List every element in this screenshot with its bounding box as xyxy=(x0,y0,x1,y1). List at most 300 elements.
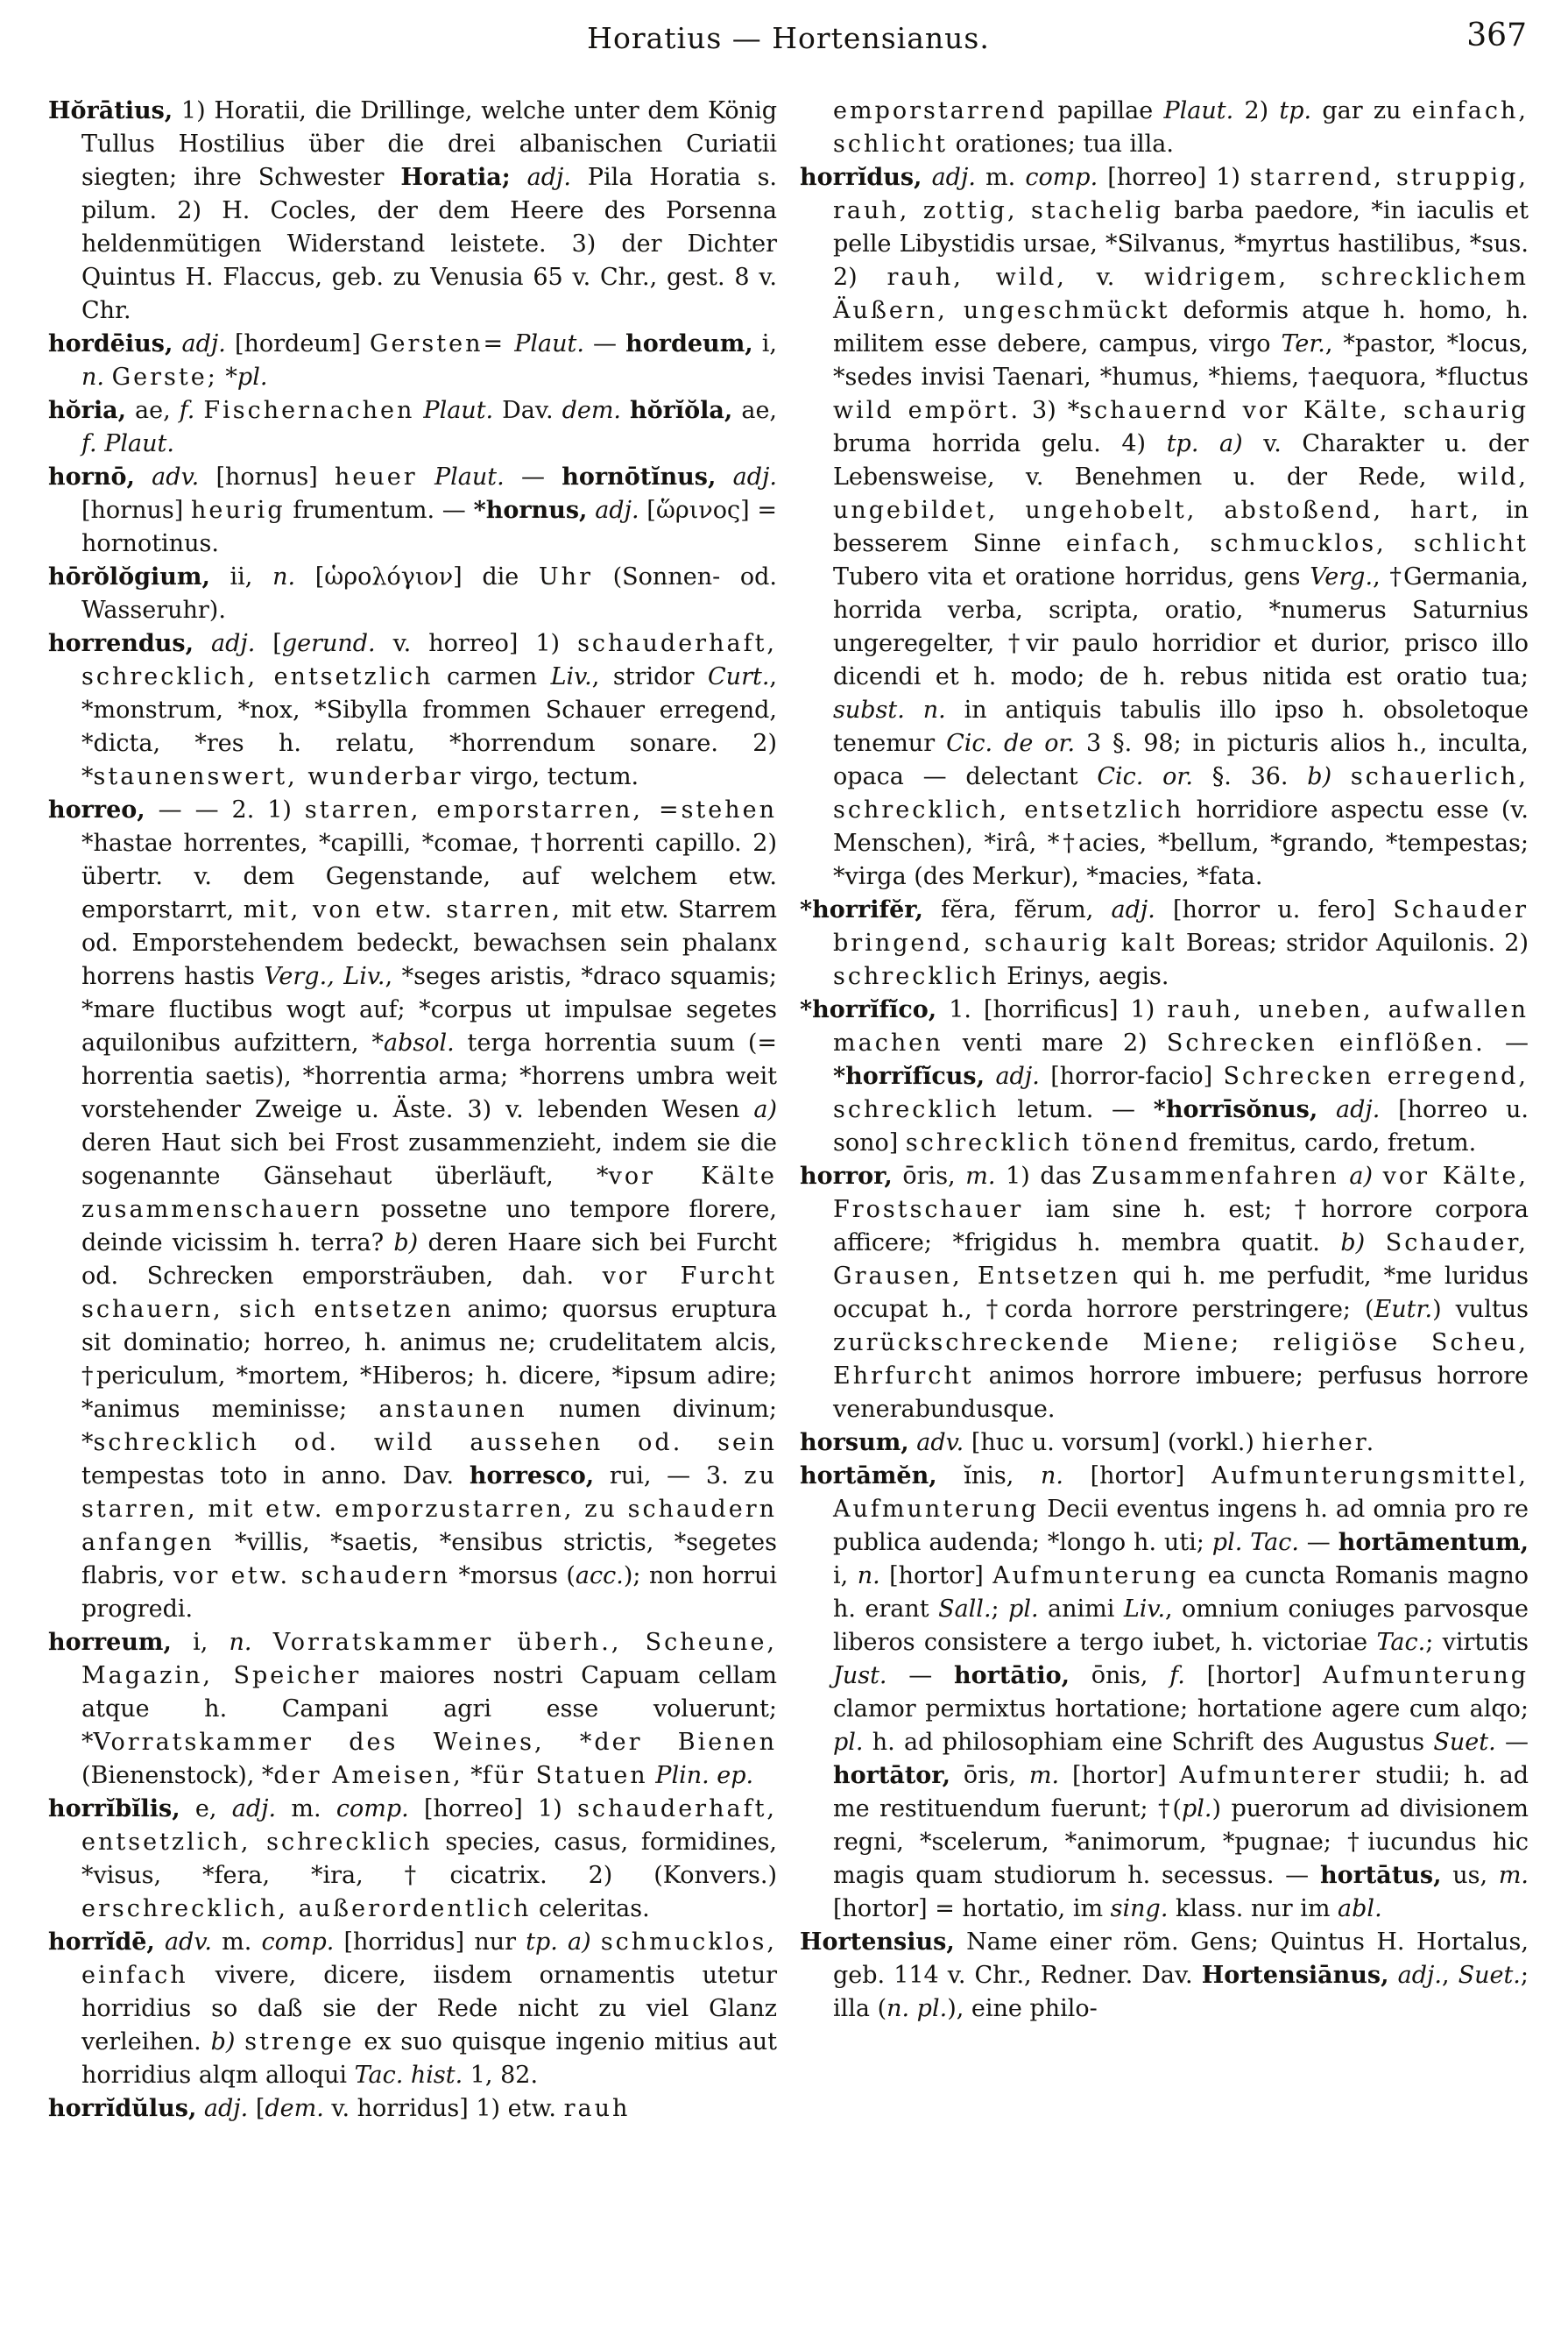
entry-text: n. xyxy=(81,364,104,391)
entry-text: tp. a) xyxy=(526,1928,591,1956)
headword: hordēius, xyxy=(48,330,173,357)
entry-text: [ xyxy=(248,2095,265,2122)
entry-text: dem. xyxy=(562,397,622,424)
entry-text: us, xyxy=(1441,1862,1499,1889)
entry-text: v. horreo] 1) xyxy=(375,630,578,657)
entry-text: [hortor] xyxy=(1184,1662,1323,1689)
entry-text: animo; quorsus eruptura sit dominatio; horreo, h. animus ne; crudelitatem alcis, †periculum, *mortem, *Hiberos; h. dicere, *ipsum adire; *animus meminisse; xyxy=(81,1296,777,1423)
entry-text: b) xyxy=(393,1229,419,1256)
entry-text: m. xyxy=(1028,1762,1060,1789)
entry-text: f. Plaut. xyxy=(81,430,174,457)
entry-text: m. xyxy=(975,164,1026,191)
entry-text: celeritas. xyxy=(531,1895,650,1922)
entry-text: m. xyxy=(211,1928,262,1956)
entry-text: in besserem Sinne xyxy=(833,497,1529,557)
entry-text: papillae xyxy=(1047,97,1164,124)
entry-horridulus xyxy=(48,2092,777,2126)
headword: horrĭbĭlis, xyxy=(48,1795,180,1822)
entry-text: [ὥρινος] = hornotinus. xyxy=(81,497,778,557)
entry-text: clamor permixtus hortatione; hortatione agere cum alqo; xyxy=(833,1695,1529,1723)
entry-text: rauh xyxy=(563,2095,631,2122)
entry-text: — xyxy=(1298,1529,1338,1556)
entry-text: horridiore aspectu esse (v. Menschen), *irâ, *†acies, *bellum, *grando, *tempestas; *virga (des Merkur), *macies, *fata. xyxy=(833,796,1529,890)
entry-text: v. xyxy=(1066,264,1145,291)
entry-text: ); non horrui progredi. xyxy=(81,1562,778,1623)
entry-text: — xyxy=(504,463,562,491)
entry-text: possetne uno tempore florere, deinde vicissim h. terra? xyxy=(81,1196,777,1256)
headword: *horrifĕr, xyxy=(800,896,923,923)
headword: Horatia; xyxy=(400,164,511,191)
entry-text: adj. xyxy=(196,2095,249,2122)
entry-text xyxy=(1373,1163,1383,1190)
entry-text: dem. xyxy=(265,2095,324,2122)
entry-text: studii; h. ad me restituendum fuerunt; †( xyxy=(833,1762,1529,1822)
entry-horride xyxy=(48,1926,777,2092)
entry-text: [ xyxy=(255,630,282,657)
entry-text: [hornus] xyxy=(199,463,335,491)
entry-text: [ὡρολόγιον] die xyxy=(295,563,539,591)
headword: hortātio, xyxy=(954,1662,1070,1689)
entry-text: Plaut. xyxy=(423,397,494,424)
headword: horreo, xyxy=(48,796,145,824)
entry-text: Schrecken einflößen. xyxy=(1166,1029,1486,1057)
entry-text: , †Germania, horrida verba, scripta, oratio, *numerus Saturnius ungeregelter, †vir paulo horridior et durior, prisco illo dicendi et h. modo; de h. rebus nitida est oratio tua; xyxy=(833,563,1529,690)
entry-text: n. xyxy=(229,1629,252,1656)
entry-text: * xyxy=(463,1762,483,1789)
entry-text: schauernd vor Kälte, schaurig xyxy=(1079,397,1529,424)
entry-text: Gerste; xyxy=(111,364,218,391)
entry-text: 1) das xyxy=(995,1163,1092,1190)
entry-text: Boreas; stridor Aquilonis. 2) xyxy=(1176,930,1529,957)
entry-text: deformis atque h. homo, h. militem esse debere, campus, virgo xyxy=(833,297,1529,357)
entry-text: §. 36. xyxy=(1192,763,1308,790)
entry-text xyxy=(194,397,203,424)
entry-text: animi xyxy=(1038,1596,1124,1623)
entry-text: n. xyxy=(1041,1462,1063,1489)
entry-text: ex suo quisque ingenio mitius aut horridius alqm alloqui xyxy=(81,2028,777,2089)
entry-text: Zusammenfahren xyxy=(1091,1163,1339,1190)
entry-text: m. xyxy=(276,1795,336,1822)
entry-text: adj. xyxy=(922,164,976,191)
entry-text: tp. a) xyxy=(1166,430,1243,457)
entry-text: (Sonnen- od. Wasseruhr). xyxy=(81,563,777,624)
entry-text: (Bienenstock), * xyxy=(81,1762,274,1789)
entry-horologium xyxy=(48,561,777,627)
entry-text: starrend, struppig, rauh, zottig, stachelig xyxy=(833,164,1529,224)
entry-text: i, xyxy=(752,330,777,357)
entry-text: adj. xyxy=(587,497,639,524)
entry-text: orationes; tua illa. xyxy=(948,131,1174,158)
headword: horrendus, xyxy=(48,630,194,657)
entry-text: 3) * xyxy=(1021,397,1080,424)
entry-text: Gersten= xyxy=(369,330,506,357)
entry-text: — xyxy=(583,330,626,357)
entry-text: schauderhaft, entsetzlich, schrecklich xyxy=(81,1795,777,1856)
entry-text: , stridor xyxy=(591,663,709,690)
entry-text: schrecklich tönend xyxy=(905,1129,1182,1157)
entry-text: Tac. hist. xyxy=(354,2062,463,2089)
entry-text: ĭnis, xyxy=(936,1462,1042,1489)
entry-text: einfach, schmucklos, schlicht xyxy=(1065,530,1529,557)
entry-text: erschrecklich, außerordentlich xyxy=(81,1895,532,1922)
headword: horreum, xyxy=(48,1629,172,1656)
entry-text: adj. xyxy=(985,1063,1040,1090)
entry-text: venti mare 2) xyxy=(943,1029,1167,1057)
running-head xyxy=(48,14,1529,68)
entry-text: *villis, *saetis, *ensibus strictis, *segetes flabris, xyxy=(81,1529,777,1589)
entry-text: mit etw. Starrem od. Emporstehendem bedeckt, bewachsen sein phalanx horrens hastis xyxy=(81,896,777,990)
entry-text: Aufmunterung xyxy=(1322,1662,1529,1689)
entry-horia xyxy=(48,394,777,461)
headword: hortāmĕn, xyxy=(800,1462,937,1489)
entry-text: ) vultus xyxy=(1432,1296,1529,1323)
entry-horrifico xyxy=(800,994,1529,1160)
entry-text xyxy=(621,397,630,424)
entry-text: strenge xyxy=(244,2028,355,2055)
entry-text: ; xyxy=(991,1596,1009,1623)
entry-text: fremitus, cardo, fretum. xyxy=(1181,1129,1477,1157)
entry-text: Vorratskammer überh., Scheune, Magazin, Speicher xyxy=(81,1629,778,1689)
entry-text: Schrecken erregend, schrecklich xyxy=(833,1063,1529,1123)
entry-text: tempestas toto in anno. Dav. xyxy=(81,1462,470,1489)
entry-text: bruma horrida gelu. 4) xyxy=(833,430,1167,457)
entry-text: einfach, schlicht xyxy=(833,97,1529,158)
entry-text: schauerlich, schrecklich, entsetzlich xyxy=(833,763,1529,824)
entry-text: m. xyxy=(1498,1862,1529,1889)
entry-text: wild, ungebildet, ungehobelt, abstoßend, hart, xyxy=(833,463,1529,524)
entry-text: adv. xyxy=(134,463,200,491)
entry-text: hierher. xyxy=(1261,1429,1377,1456)
entry-text: numen divinum; * xyxy=(81,1396,777,1456)
entry-text: comp. xyxy=(261,1928,335,1956)
entry-text: emporstarrend xyxy=(833,97,1048,124)
entry-text: klass. nur im xyxy=(1168,1895,1338,1922)
entry-text: , *pastor, *locus, *sedes invisi Taenari, *humus, *hiems, †aequora, *fluctus xyxy=(833,330,1529,391)
entry-text: animos horrore imbuere; perfusus horrore venerabundusque. xyxy=(833,1362,1529,1423)
entry-text: terga horrentia suum (= horrentia saetis), *horrentia arma; *horrens umbra weit vorstehender Zweige u. Äste. 3) v. lebenden Wesen xyxy=(81,1029,777,1123)
entry-text: schrecklich xyxy=(833,963,999,990)
entry-text: starren, emporstarren, =stehen xyxy=(304,796,778,824)
entry-text: a) xyxy=(1349,1163,1374,1190)
entry-text: schmucklos, einfach xyxy=(81,1928,777,1989)
entry-text: v. horridus] 1) etw. xyxy=(323,2095,564,2122)
entry-text: 1, 82. xyxy=(463,2062,539,2089)
entry-text: f. xyxy=(1169,1662,1185,1689)
headword: *hornus, xyxy=(473,497,588,524)
headword: hordeum, xyxy=(625,330,753,357)
entry-text: Suet. xyxy=(1433,1729,1496,1756)
headword: horror, xyxy=(800,1163,893,1190)
entry-text: adj. xyxy=(716,463,777,491)
entry-text: adj. xyxy=(194,630,256,657)
entry-text: Eutr. xyxy=(1374,1296,1433,1323)
entry-horror xyxy=(800,1160,1529,1426)
entry-text xyxy=(104,364,112,391)
headword: hortāmentum, xyxy=(1338,1529,1529,1556)
entry-text: [horreo] 1) xyxy=(408,1795,578,1822)
entry-text: acc. xyxy=(575,1562,624,1589)
entry-text: adj. xyxy=(231,1795,277,1822)
entry-text: qui h. me perfudit, *me luridus occupat h., †corda horrore perstringere; ( xyxy=(833,1263,1529,1323)
entry-text: für Statuen xyxy=(482,1762,648,1789)
page-number: 367 xyxy=(1466,18,1527,53)
headword: hortātor, xyxy=(833,1762,950,1789)
entry-text: v. Charakter u. der Lebensweise, v. Benehmen u. der Rede, xyxy=(833,430,1529,491)
entry-text: [horror u. fero] xyxy=(1155,896,1394,923)
right-column xyxy=(800,95,1529,2126)
entry-text xyxy=(505,330,514,357)
entry-text: Plaut. xyxy=(1163,97,1234,124)
entry-text: 2) xyxy=(1233,97,1280,124)
headword: *horrĭfĭcus, xyxy=(833,1063,985,1090)
entry-text: Tubero vita et oratione horridus, gens xyxy=(833,563,1310,591)
entry-text: pl. Tac. xyxy=(1211,1529,1299,1556)
entry-text: vor Kälte, Frostschauer xyxy=(833,1163,1529,1223)
entry-text: b) xyxy=(210,2028,236,2055)
entry-text: ōris, xyxy=(950,1762,1029,1789)
entry-text: — xyxy=(886,1662,955,1689)
entry-text: ea cuncta Romanis magno h. erant xyxy=(833,1562,1529,1623)
headword: Hŏrātius, xyxy=(48,97,173,124)
entry-text: carmen xyxy=(433,663,551,690)
entry-text: Fischernachen xyxy=(203,397,415,424)
entry-text: zurückschreckende Miene; religiöse Scheu, Ehrfurcht xyxy=(833,1329,1529,1390)
entry-text: comp. xyxy=(1025,164,1098,191)
headword: hortātus, xyxy=(1319,1862,1442,1889)
entry-horribilis xyxy=(48,1793,777,1926)
entry-text: gar zu xyxy=(1311,97,1412,124)
entry-text: Cic. de or. xyxy=(946,730,1076,757)
entry-text: , xyxy=(1441,1962,1459,1989)
entry-text: n. xyxy=(272,563,296,591)
entry-text: ; virtutis xyxy=(1425,1629,1529,1656)
entry-text: abl. xyxy=(1338,1895,1382,1922)
entry-text: Liv. xyxy=(550,663,592,690)
entry-text: *morsus ( xyxy=(450,1562,576,1589)
entry-text: ōnis, xyxy=(1069,1662,1170,1689)
entry-text: Liv. xyxy=(1123,1596,1166,1623)
entry-text: fĕra, fĕrum, xyxy=(922,896,1112,923)
entry-text xyxy=(1331,763,1351,790)
entry-text: adv. xyxy=(908,1429,964,1456)
entry-text: adj. xyxy=(1388,1962,1442,1989)
entry-text: e, xyxy=(180,1795,232,1822)
entry-text xyxy=(1365,1229,1386,1256)
entry-text: * xyxy=(217,364,237,391)
entry-text: Vorratskammer des Weines, *der Bienen xyxy=(93,1729,777,1756)
entry-text: — — 2. 1) xyxy=(145,796,305,824)
entry-text: [huc u. vorsum] (vorkl.) xyxy=(964,1429,1262,1456)
entry-text: , *monstrum, *nox, *Sibylla frommen Schauer erregend, *dicta, *res h. relatu, *horrendum sonare. 2) * xyxy=(81,663,777,790)
headword: horresco, xyxy=(469,1462,595,1489)
entry-text: barba paedore, *in iaculis et pelle Libystidis ursae, *Silvanus, *myrtus hastilibus, *sus. 2) xyxy=(833,197,1529,291)
entry-text: Decii eventus ingens h. ad omnia pro re publica audenda; *longo h. uti; xyxy=(833,1496,1529,1556)
entry-text: adv. xyxy=(154,1928,212,1956)
headword: hŏrĭŏla, xyxy=(630,397,733,424)
entry-text: [hornus] xyxy=(81,497,192,524)
entry-hordeius xyxy=(48,328,777,394)
entry-text xyxy=(418,463,434,491)
entry-text: Suet. xyxy=(1458,1962,1521,1989)
entry-text: [hortor] = hortatio, im xyxy=(833,1895,1111,1922)
entry-text xyxy=(1339,1163,1350,1190)
entry-horrifer xyxy=(800,894,1529,994)
headword: hornōtĭnus, xyxy=(562,463,717,491)
entry-text: pl. xyxy=(833,1729,864,1756)
entry-text: [hortor] xyxy=(1063,1462,1211,1489)
entry-text: ae, xyxy=(732,397,778,424)
entry-horridus xyxy=(800,161,1529,894)
entry-text: [horreo] 1) xyxy=(1098,164,1250,191)
entry-text: Verg., Liv. xyxy=(264,963,385,990)
entry-text: staunenswert, wunderbar xyxy=(93,763,463,790)
entry-text: Aufmunterer xyxy=(1179,1762,1363,1789)
entry-text: [horror-facio] xyxy=(1039,1063,1224,1090)
headword: hŏria, xyxy=(48,397,127,424)
entry-text: ii, xyxy=(209,563,273,591)
left-column xyxy=(48,95,777,2126)
entry-text: Dav. xyxy=(493,397,562,424)
entry-text: schrecklich od. wild aussehen od. sein xyxy=(93,1429,777,1456)
entry-hortensius xyxy=(800,1926,1529,2026)
entry-text: [horreo u. sono] xyxy=(833,1096,1529,1157)
entry-text: i, xyxy=(833,1562,858,1589)
entry-text: Aufmunterung xyxy=(992,1562,1199,1589)
entry-text: n. pl. xyxy=(886,1995,948,2022)
entry-text: [horridus] nur xyxy=(334,1928,526,1956)
entry-text: Tac. xyxy=(1376,1629,1426,1656)
entry-text: absol. xyxy=(383,1029,455,1057)
entry-text: — xyxy=(1485,1029,1529,1057)
entry-horrendus xyxy=(48,627,777,794)
entry-text: pl. xyxy=(1181,1795,1212,1822)
entry-text: vor Kälte zusammenschauern xyxy=(81,1163,777,1223)
entry-text: Just. xyxy=(833,1662,887,1689)
entry-text: ōris, xyxy=(892,1163,966,1190)
headword: Hortensiānus, xyxy=(1201,1962,1389,1989)
entry-horatius xyxy=(48,95,777,328)
entry-text: Plaut. xyxy=(514,330,584,357)
entry-text: Pila Horatia s. pilum. 2) H. Cocles, der dem Heere des Porsenna heldenmütigen Widerstand leistete. 3) der Dichter Quintus H. Flaccus, geb. zu Venusia 65 v. Chr., gest. 8 v. Chr. xyxy=(81,164,778,324)
entry-text: n. xyxy=(857,1562,880,1589)
running-title: Horatius — Hortensianus. xyxy=(587,21,990,55)
entry-text: frumentum. — xyxy=(285,497,474,524)
entry-text: deren Haare sich bei Furcht od. Schrecken emporsträuben, dah. xyxy=(81,1229,777,1290)
entry-text: [hortor] xyxy=(1059,1762,1180,1789)
entry-text: zu starren, mit etw. emporzustarren, zu schaudern anfangen xyxy=(81,1462,778,1556)
entry-text: Aufmunterungsmittel, Aufmunterung xyxy=(833,1462,1529,1523)
entry-text: rauh, uneben, aufwallen machen xyxy=(833,996,1529,1057)
entry-text: vor Furcht schauern, sich entsetzen xyxy=(81,1263,777,1323)
entry-text: Schauder, Grausen, Entsetzen xyxy=(833,1229,1529,1290)
entry-text: iam sine h. est; †horrore corpora afficere; *frigidus h. membra quatit. xyxy=(833,1196,1529,1256)
entry-text: f. xyxy=(179,397,195,424)
entry-horno xyxy=(48,461,777,561)
entry-text: 1) Horatii, die Drillinge, welche unter dem König Tullus Hostilius über die drei albanischen Curiatii siegten; ihre Schwester xyxy=(81,97,777,191)
entry-text: b) xyxy=(1340,1229,1366,1256)
entry-text: Schauder bringend, schaurig kalt xyxy=(833,896,1529,957)
entry-text: virgo, tectum. xyxy=(463,763,639,790)
entry-text: i, xyxy=(171,1629,230,1656)
entry-horridulus-continuation xyxy=(800,95,1529,161)
entry-text: [hordeum] xyxy=(225,330,370,357)
entry-text: , omnium coniuges parvosque liberos consistere a tergo iubet, h. victoriae xyxy=(833,1596,1529,1656)
entry-text: h. ad philosophiam eine Schrift des Augustus xyxy=(863,1729,1434,1756)
entry-text: deren Haut sich bei Frost zusammenzieht, indem sie die sogenannte Gänsehaut überläuft, * xyxy=(81,1129,777,1190)
entry-text: m. xyxy=(965,1163,996,1190)
entry-text: Cic. or. xyxy=(1097,763,1193,790)
entry-text: rauh, wild, xyxy=(886,264,1067,291)
entry-text: adj. xyxy=(1317,1096,1381,1123)
entry-text: Verg. xyxy=(1310,563,1374,591)
headword: horrĭdus, xyxy=(800,164,922,191)
entry-text: Uhr xyxy=(538,563,593,591)
entry-text: Ter. xyxy=(1281,330,1325,357)
headword: *horrĭfĭco, xyxy=(800,996,937,1023)
entry-text: 3 §. 98; in picturis alios h., inculta, opaca — delectant xyxy=(833,730,1529,790)
entry-text: vor etw. schaudern xyxy=(173,1562,451,1589)
entry-horreo xyxy=(48,794,777,1626)
entry-text: Name einer röm. Gens; Quintus H. Hortalus, geb. 114 v. Chr., Redner. Dav. xyxy=(833,1928,1529,1989)
entry-text: sing. xyxy=(1110,1895,1169,1922)
entry-text: b) xyxy=(1307,763,1332,790)
entry-text: Erinys, aegis. xyxy=(999,963,1169,990)
entry-text: ) puerorum ad divisionem regni, *scelerum, *animorum, *pugnae; †iucundus hic magis quam studiorum h. secessus. — xyxy=(833,1795,1529,1889)
entry-text: pl. xyxy=(237,364,268,391)
headword: hōrŏlŏgium, xyxy=(48,563,210,591)
entry-text: [hortor] xyxy=(879,1562,993,1589)
entry-text xyxy=(252,1629,273,1656)
entry-text: species, casus, formidines, *visus, *fera, *ira, †cicatrix. 2) (Konvers.) xyxy=(81,1829,778,1889)
entry-text: pl. xyxy=(1008,1596,1039,1623)
entry-text: Plin. ep. xyxy=(655,1762,754,1789)
entry-text: , *seges aristis, *draco squamis; *mare fluctibus wogt auf; *corpus ut impulsae segetes aquilonibus aufzittern, * xyxy=(81,963,777,1057)
entry-text: widrigem, schrecklichem Äußern, ungeschmückt xyxy=(833,264,1529,324)
entry-text: ), eine philo- xyxy=(947,1995,1098,2022)
entry-text xyxy=(591,1928,601,1956)
headword: hornō, xyxy=(48,463,135,491)
headword: Hortensius, xyxy=(800,1928,955,1956)
entry-horreum xyxy=(48,1626,777,1793)
entry-text: comp. xyxy=(335,1795,409,1822)
entry-text: Plaut. xyxy=(434,463,505,491)
entry-hortamen xyxy=(800,1460,1529,1926)
entry-text: mit, von etw. starren, xyxy=(243,896,562,923)
entry-text: heurig xyxy=(191,497,286,524)
entry-text: letum. — xyxy=(999,1096,1154,1123)
entry-text: in antiquis tabulis illo ipso h. obsoletoque tenemur xyxy=(833,697,1529,757)
entry-text xyxy=(235,2028,244,2055)
entry-text: 1. [horrificus] 1) xyxy=(936,996,1168,1023)
headword: horrĭdŭlus, xyxy=(48,2095,197,2122)
entry-text: ae, xyxy=(126,397,180,424)
entry-text: gerund. xyxy=(281,630,376,657)
entry-text: rui, — 3. xyxy=(594,1462,745,1489)
entry-text: tp. xyxy=(1279,97,1312,124)
entry-text xyxy=(648,1762,656,1789)
entry-text: — xyxy=(1495,1729,1529,1756)
headword: horrĭdē, xyxy=(48,1928,155,1956)
headword: *horrīsŏnus, xyxy=(1153,1096,1318,1123)
entry-horsum xyxy=(800,1426,1529,1460)
entry-text: vivere, dicere, iisdem ornamentis utetur horridius so daß sie der Rede nicht zu viel Glanz verleihen. xyxy=(81,1962,777,2055)
entry-text: maiores nostri Capuam cellam atque h. Campani agri esse voluerunt; * xyxy=(81,1662,777,1756)
entry-text: subst. n. xyxy=(833,697,946,724)
entry-text: *hastae horrentes, *capilli, *comae, †horrenti capillo. 2) übertr. v. dem Gegenstande, auf welchem etw. emporstarrt, xyxy=(81,830,777,923)
entry-text: der Ameisen, xyxy=(273,1762,463,1789)
entry-text: adj. xyxy=(173,330,226,357)
text-columns xyxy=(48,95,1529,2126)
